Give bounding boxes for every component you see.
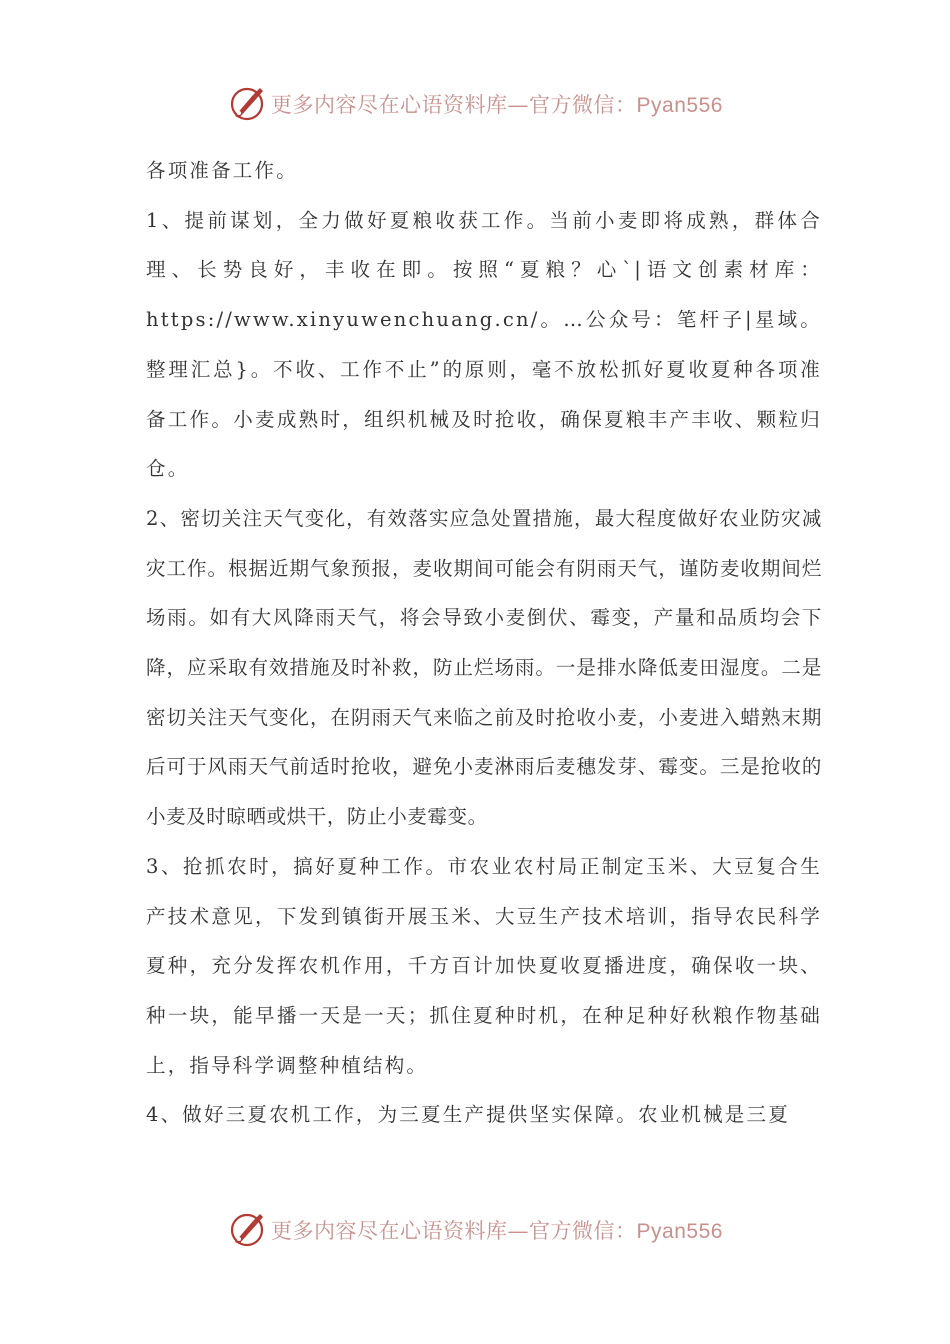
paragraph-intro: 各项准备工作。 <box>146 159 298 182</box>
pen-logo-icon <box>227 84 267 124</box>
paragraph-3: 3、抢抓农时，搞好夏种工作。市农业农村局正制定玉米、大豆复合生产技术意见，下发到镇街开展玉米、大豆生产技术培训，指导农民科学夏种，充分发挥农机作用，千方百计加快夏收夏播进度，确保收一块、种一块，能早播一天是一天；抓住夏种时机，在种足种好秋粮作物基础上，指导科学调整种植结构。 <box>146 854 822 1077</box>
pen-logo-icon <box>227 1210 267 1250</box>
wechat-id: Pyan556 <box>636 94 723 117</box>
wechat-id: Pyan556 <box>636 1220 723 1243</box>
footer-banner <box>0 1208 950 1252</box>
document-body <box>146 146 822 1140</box>
header-banner <box>0 82 950 126</box>
paragraph-4: 4、做好三夏农机工作，为三夏生产提供坚实保障。农业机械是三夏 <box>146 1103 790 1127</box>
paragraph-2: 2、密切关注天气变化，有效落实应急处置措施，最大程度做好农业防灾减灾工作。根据近期气象预报，麦收期间可能会有阴雨天气，谨防麦收期间烂场雨。如有大风降雨天气，将会导致小麦倒伏、霉变，产量和品质均会下降，应采取有效措施及时补救，防止烂场雨。一是排水降低麦田湿度。二是密切关注天气变化，在阴雨天气来临之前及时抢收小麦，小麦进入蜡熟末期后可于风雨天气前适时抢收，避免小麦淋雨后麦穗发芽、霉变。三是抢收的小麦及时晾晒或烘干，防止小麦霉变。 <box>146 506 822 829</box>
footer-banner-text: 更多内容尽在心语资料库—官方微信：Pyan556 <box>271 1219 723 1243</box>
paragraph-1: 1、提前谋划，全力做好夏粮收获工作。当前小麦即将成熟，群体合理、长势良好，丰收在即。按照“夏粮？心`|语文创素材库：https://www.xinyuwenchuang.cn/。…公众号：笔杆子|星域。整理汇总}。不收、工作不止”的原则，毫不放松抓好夏收夏种各项准备工作。小麦成熟时，组织机械及时抢收，确保夏粮丰产丰收、颗粒归仓。 <box>146 208 822 481</box>
header-banner-text: 更多内容尽在心语资料库—官方微信：Pyan556 <box>271 93 723 117</box>
